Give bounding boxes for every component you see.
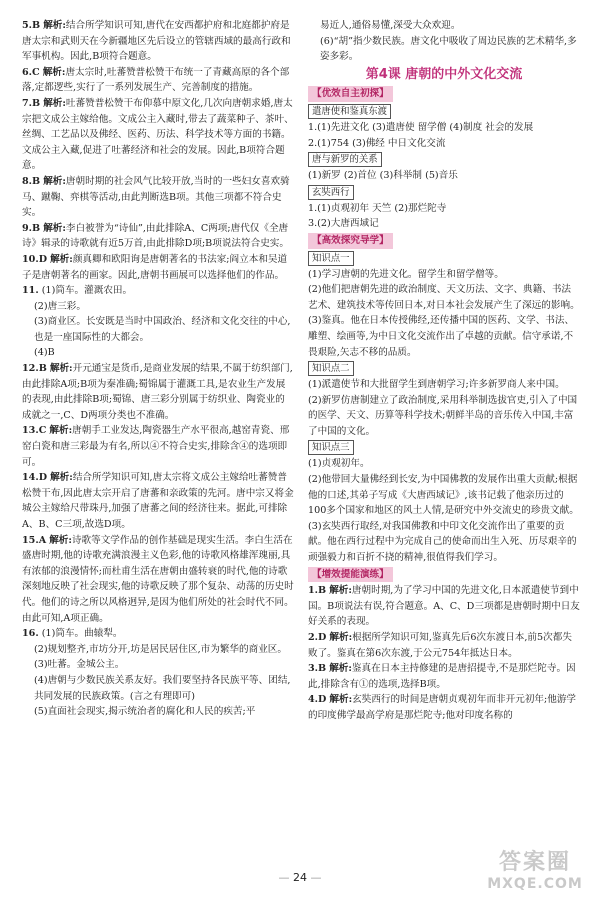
answer-item: [22, 174, 294, 221]
knowledge-group: [308, 184, 580, 232]
answer-text: (3)商业区。长安既是当时中国政治、经济和文化交往的中心,也是一座国际性的大都会。: [34, 316, 291, 343]
analysis-label: 解析:: [42, 66, 66, 78]
answer-item: [22, 361, 294, 423]
answer-item: [308, 661, 580, 692]
answer-text: 根据所学知识可知,鉴真先后6次东渡日本,前5次都失败了。鉴真在第6次东渡,于公元754年抵达日本。: [308, 632, 572, 659]
answer-item: [22, 283, 294, 299]
answer-text: (3)吐蕃。金城公主。: [34, 659, 125, 671]
answer-text: 唐朝时期的社会风气比较开放,当时的一些妇女喜欢骑马、蹴鞠、弈棋等活动,由此判断选B项。其他三项都不符合史实。: [22, 175, 290, 219]
knowledge-group: [308, 360, 580, 439]
answer-number: 5.B: [22, 20, 41, 31]
answer-number: 14.D: [22, 472, 48, 484]
analysis-label: 解析:: [50, 253, 73, 265]
answer-text: 颜真卿和欧阳询是唐朝著名的书法家;阎立本和吴道子是唐朝著名的画家。因此,唐朝书画展可以选择他们的作品。: [22, 253, 288, 281]
knowledge-line: (2)他带回大量佛经到长安,为中国佛教的发展作出重大贡献;根据他的口述,其弟子写成《大唐西域记》,该书记载了他亲历过的100多个国家和地区的风土人情,是研究中外交流史的珍贵文献。: [308, 474, 579, 517]
knowledge-line: (1)新罗 (2)首位 (3)科举制 (5)音乐: [308, 170, 458, 182]
answer-number: 6.C: [22, 66, 40, 78]
right-column: [308, 18, 580, 724]
answer-item: [22, 252, 294, 283]
knowledge-line: 2.(1)754 (3)佛经 中日文化交流: [308, 137, 446, 149]
knowledge-group: [308, 151, 580, 184]
knowledge-line: (2)新罗仿唐制建立了政治制度,采用科举制选拔官吏,引入了中国的医学、天文、历算等科学技术;朝鲜半岛的音乐传入中国,丰富了中国的文化。: [308, 394, 578, 437]
answer-number: 16.: [22, 628, 39, 640]
answer-item: [308, 583, 580, 630]
intro-line: (6)“胡”指少数民族。唐文化中吸收了周边民族的艺术精华,多姿多彩。: [320, 35, 577, 63]
answer-item: [22, 314, 294, 345]
knowledge-line: (3)鉴真。他在日本传授佛经,还传播中国的医药、文学、书法、雕塑、绘画等,为中日文化交流作出了卓越的贡献。信守承诺,不畏艰险,矢志不移的品质。: [308, 315, 575, 358]
answer-item: [22, 626, 294, 642]
answer-text: 吐蕃赞普松赞干布仰慕中原文化,几次向唐朝求婚,唐太宗把文成公主嫁给他。文成公主入藏时,带去了蔬菜种子、茶叶、丝绸、工艺品以及佛经、医药、历法、科学技术等方面的书籍。文成公主入藏,促进了吐蕃经济和社会的发展。因此,B项符合题意。: [22, 97, 294, 172]
answer-number: 8.B: [22, 175, 41, 187]
answer-item: [22, 65, 294, 96]
answer-text: (1)筒车。灌溉农田。: [41, 285, 133, 297]
analysis-label: 解析:: [49, 363, 73, 375]
knowledge-box-label: 知识点二: [308, 361, 354, 376]
page-number-text: 24: [293, 871, 307, 884]
answer-item: [22, 423, 294, 470]
answer-number: 7.B: [22, 97, 41, 109]
knowledge-box-row: [308, 250, 580, 267]
analysis-label: 解析:: [49, 534, 72, 546]
section-heading-inquiry: 【高效探究导学】: [308, 233, 393, 249]
knowledge-box-label: 唐与新罗的关系: [308, 152, 382, 167]
knowledge-line: (1)派遣使节和大批留学生到唐朝学习;许多新罗商人来中国。: [308, 379, 565, 391]
analysis-label: 解析:: [43, 20, 66, 31]
answer-number: 4.D: [308, 694, 327, 706]
answer-item: [22, 221, 294, 252]
analysis-label: 解析:: [329, 585, 352, 597]
knowledge-box-label: 玄奘西行: [308, 185, 354, 200]
knowledge-line: (3)玄奘西行取经,对我国佛教和中印文化交流作出了重要的贡献。他在西行过程中为完成自己的使命而出生入死、历尽艰辛的顽强毅力和百折不挠的精神,很值得我们学习。: [308, 520, 577, 564]
knowledge-group: [308, 103, 580, 151]
watermark-text: 答案圈: [498, 850, 571, 875]
answer-item: [22, 345, 294, 361]
knowledge-line: 1.(1)先进文化 (3)遣唐使 留学僧 (4)制度 社会的发展: [308, 121, 534, 133]
answer-item: [22, 533, 294, 627]
analysis-label: 解析:: [329, 694, 353, 706]
answer-number: 12.B: [22, 363, 47, 375]
analysis-label: 解析:: [43, 97, 66, 109]
answer-item: [22, 642, 294, 658]
answer-text: (2)规划整齐,市坊分开,坊是居民居住区,市为繁华的商业区。: [34, 643, 287, 655]
answer-text: 李白被誉为“诗仙”,由此排除A、C两项;唐代仅《全唐诗》辑录的诗歌就有近5万首,由此排除D项;B项说法符合史实。: [22, 222, 289, 250]
answer-item: [308, 692, 580, 723]
answer-text: 玄奘西行的时间是唐朝贞观初年而非开元初年;他游学的印度佛学最高学府是那烂陀寺;他对印度名称的: [308, 694, 577, 721]
answer-item: [22, 657, 294, 673]
answer-text: 唐朝时期,为了学习中国的先进文化,日本派遣使节到中国。B项说法有误,符合题意。A、C、D三项都是唐朝时期中日友好关系的表现。: [308, 585, 580, 628]
analysis-label: 解析:: [50, 472, 73, 484]
answer-item: [22, 673, 294, 704]
section-practice: [308, 583, 580, 723]
answer-number: 15.A: [22, 534, 47, 546]
analysis-label: 解析:: [329, 663, 352, 675]
knowledge-group: [308, 250, 580, 361]
knowledge-line: 3.(2)大唐西域记: [308, 218, 379, 230]
analysis-label: 解析:: [329, 632, 353, 643]
answer-number: 2.D: [308, 632, 327, 643]
knowledge-line: (1)学习唐朝的先进文化。留学生和留学僧等。: [308, 268, 504, 280]
answer-text: 唐朝手工业发达,陶瓷器生产水平很高,越窑青瓷、邢窑白瓷和唐三彩最为有名,所以④不符合史实,排除含④的选项即可。: [22, 425, 290, 468]
answer-text: (1)筒车。曲辕犁。: [41, 628, 123, 640]
knowledge-box-label: 知识点三: [308, 440, 354, 455]
watermark-url: MXQE.COM: [487, 876, 583, 892]
answer-item: [22, 704, 294, 720]
answer-number: 9.B: [22, 222, 41, 234]
answer-number: 3.B: [308, 663, 327, 675]
knowledge-box-row: [308, 184, 580, 201]
answer-item: [22, 470, 294, 532]
knowledge-group: [308, 439, 580, 565]
knowledge-line: 1.(1)贞观初年 天竺 (2)那烂陀寺: [308, 202, 447, 214]
answer-text: (4)唐朝与少数民族关系友好。我们要坚持各民族平等、团结,共同发展的民族政策。(言之有理即可): [34, 674, 291, 702]
answer-text: 开元通宝是货币,是商业发展的结果,不属于纺织部门,由此排除A项;B项为秦准确;蜀锦属于灌溉工具,是农业生产发展的表现,由此排除B项;蜀锦、唐三彩分别属于纺织业、陶瓷业的成就之一,C、D两项分类也不准确。: [22, 363, 293, 421]
section-self-study: [308, 103, 580, 232]
knowledge-line: (2)他们把唐朝先进的政治制度、天文历法、文字、典籍、书法艺术、建筑技术等传回日本,对日本社会发展产生了深远的影响。: [308, 284, 580, 311]
answer-text: 结合所学知识可知,唐太宗将文成公主嫁给吐蕃赞普松赞干布,因此唐太宗开启了唐蕃和亲政策的先河。唐中宗又将金城公主嫁给尺带珠丹,加强了唐蕃之间的经济往来。据此,可排除A、B、C三项,故选D项。: [22, 472, 294, 530]
section-heading-self-study: 【优效自主初探】: [308, 86, 393, 102]
analysis-label: 解析:: [43, 175, 66, 187]
right-intro: [308, 18, 580, 65]
watermark-logo: [480, 850, 590, 894]
answer-text: 唐太宗时,吐蕃赞普松赞干布统一了青藏高原的各个部落,定都逻些,实行了一系列发展生产、完善制度的措施。: [22, 66, 290, 94]
page-number: — 24 —: [278, 871, 322, 884]
answer-number: 13.C: [22, 425, 47, 437]
section-heading-practice: 【增效提能演练】: [308, 567, 393, 583]
knowledge-box-row: [308, 360, 580, 377]
answer-text: (5)直面社会现实,揭示统治者的腐化和人民的疾苦;平: [34, 706, 256, 718]
answer-item: [308, 630, 580, 661]
answer-number: 11.: [22, 285, 39, 297]
answer-text: 诗歌等文学作品的创作基础是现实生活。李白生活在盛唐时期,他的诗歌充满浪漫主义色彩,他的诗歌风格雄浑瑰丽,具有浓郁的浪漫情怀;而杜甫生活在唐朝由盛转衰的时代,他的诗歌深刻地反映了社会现实,他的诗歌反映了那个复杂、动荡的历史时代。他们的诗之所以风格迥异,是因为他们所处的社会时代不同。由此可知,A项正确。: [22, 534, 294, 624]
knowledge-box-label: 遣唐使和鉴真东渡: [308, 104, 391, 119]
answer-number: 10.D: [22, 253, 48, 265]
answer-item: [22, 18, 294, 65]
knowledge-box-label: 知识点一: [308, 251, 354, 266]
answer-item: [22, 299, 294, 315]
analysis-label: 解析:: [49, 425, 73, 437]
answer-text: (4)B: [34, 347, 55, 359]
answer-text: 结合所学知识可知,唐代在安西都护府和北庭都护府是唐太宗和武则天在今新疆地区先后设立的管辖西域的最高行政和军事机构。因此,B项符合题意。: [22, 20, 291, 63]
answer-text: 鉴真在日本主持修建的是唐招提寺,不是那烂陀寺。因此,排除含有①的选项,选择B项。: [308, 663, 576, 690]
intro-line: 易近人,通俗易懂,深受大众欢迎。: [320, 20, 461, 31]
analysis-label: 解析:: [43, 222, 66, 234]
knowledge-line: (1)贞观初年。: [308, 458, 370, 470]
knowledge-box-row: [308, 103, 580, 120]
answer-number: 1.B: [308, 585, 327, 597]
section-inquiry: [308, 250, 580, 566]
knowledge-box-row: [308, 439, 580, 456]
knowledge-box-row: [308, 151, 580, 168]
left-column: [22, 18, 294, 720]
lesson-title: 第4课 唐朝的中外文化交流: [365, 66, 523, 82]
answer-text: (2)唐三彩。: [34, 300, 86, 312]
answer-item: [22, 96, 294, 174]
